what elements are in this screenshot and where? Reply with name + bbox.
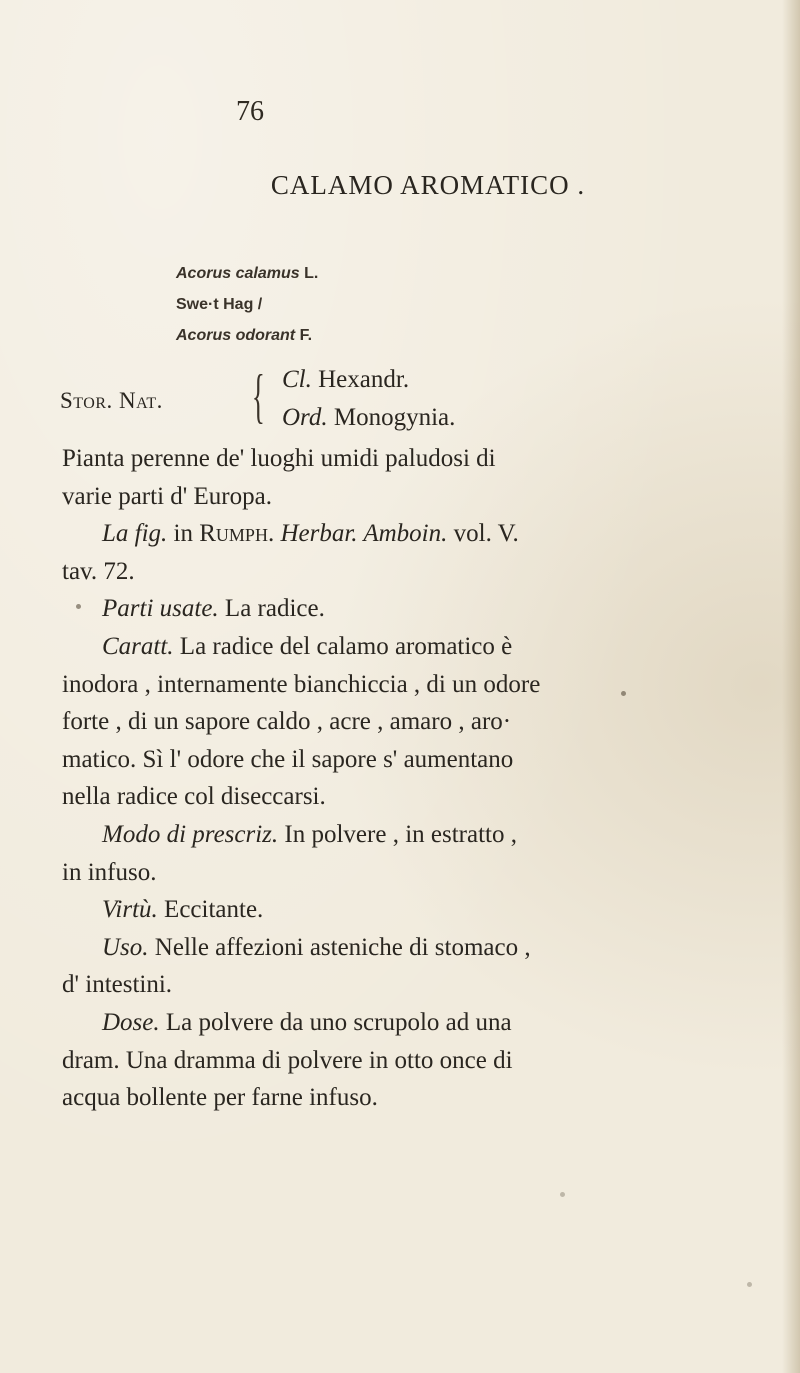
text-fragment: In polvere , in estratto , — [284, 820, 517, 848]
text-fragment: in — [173, 520, 193, 548]
paragraph-use-cont — [62, 966, 760, 1004]
class-label: Cl. — [282, 366, 312, 393]
text-line: acqua bollente per farne infuso. — [62, 1084, 378, 1112]
paper-speck — [76, 604, 81, 609]
page-title: CALAMO AROMATICO . — [270, 170, 586, 200]
text-fragment: vol. V. — [453, 520, 519, 548]
text-line: varie parti d' Europa. — [62, 482, 272, 510]
paragraph-characters — [62, 628, 760, 666]
author-name: Rumph. — [199, 520, 275, 548]
text-line: forte , di un sapore caldo , acre , amaro , aro· — [62, 708, 512, 736]
figure-label: La fig. — [102, 520, 168, 548]
text-fragment: Nelle affezioni asteniche di stomaco , — [154, 933, 531, 961]
text-fragment: La radice. — [224, 595, 325, 623]
order-line — [282, 404, 455, 432]
paragraph-prescription — [62, 816, 760, 854]
stamp-line-1-author: L. — [304, 265, 319, 282]
text-line: nella radice col diseccarsi. — [62, 783, 326, 811]
class-line — [282, 366, 409, 394]
text-line: d' intestini. — [62, 971, 173, 999]
paragraph-use — [62, 929, 760, 967]
page-number: 76 — [236, 96, 264, 127]
paragraph-characters-cont — [62, 666, 760, 816]
section-label: Dose. — [102, 1008, 160, 1036]
work-title: Herbar. Amboin. — [280, 520, 448, 548]
paragraph-dose-cont — [62, 1042, 760, 1117]
paragraph-description — [62, 440, 760, 515]
paper-speck — [621, 691, 626, 696]
section-label: Parti usate. — [102, 595, 219, 623]
body-text — [62, 440, 760, 1117]
stamp-line-1-name: Acorus calamus — [176, 265, 300, 282]
class-value: Hexandr. — [318, 366, 410, 393]
order-value: Monogynia. — [333, 404, 456, 431]
stamp-line-3-name: Acorus odorant — [176, 327, 296, 344]
paragraph-parts — [62, 590, 760, 628]
page-edge-shadow — [782, 0, 800, 1373]
section-label: Virtù. — [102, 896, 158, 924]
text-fragment: La radice del calamo aromatico è — [179, 632, 513, 660]
text-line: Pianta perenne de' luoghi umidi paludosi di — [62, 445, 496, 472]
classification-heading: Stor. Nat. — [60, 388, 163, 413]
text-fragment: Eccitante. — [164, 896, 264, 924]
stamp-line-3 — [176, 320, 318, 351]
paper-speck — [560, 1192, 565, 1197]
paper-speck — [747, 1282, 752, 1287]
order-label: Ord. — [282, 404, 328, 431]
paragraph-figure — [62, 515, 760, 553]
section-label: Uso. — [102, 933, 149, 961]
text-line: inodora , internamente bianchiccia , di un odore — [62, 670, 541, 698]
library-stamp — [176, 258, 318, 351]
text-line: matico. Sì l' odore che il sapore s' aumentano — [62, 745, 514, 773]
section-label: Caratt. — [102, 632, 174, 660]
section-label: Modo di prescriz. — [102, 820, 279, 848]
stamp-line-1 — [176, 258, 318, 289]
stamp-line-3-author: F. — [299, 327, 313, 344]
paragraph-dose — [62, 1004, 760, 1042]
text-fragment: La polvere da uno scrupolo ad una — [165, 1008, 512, 1036]
brace-icon: { — [251, 363, 265, 429]
text-line: tav. 72. — [62, 557, 135, 585]
paragraph-virtue — [62, 891, 760, 929]
paragraph-prescription-cont — [62, 854, 760, 892]
text-line: dram. Una dramma di polvere in otto once di — [62, 1046, 513, 1074]
paragraph-figure-cont — [62, 553, 760, 591]
text-line: in infuso. — [62, 858, 157, 886]
stamp-line-2: Swe·t Hag / — [176, 296, 263, 313]
